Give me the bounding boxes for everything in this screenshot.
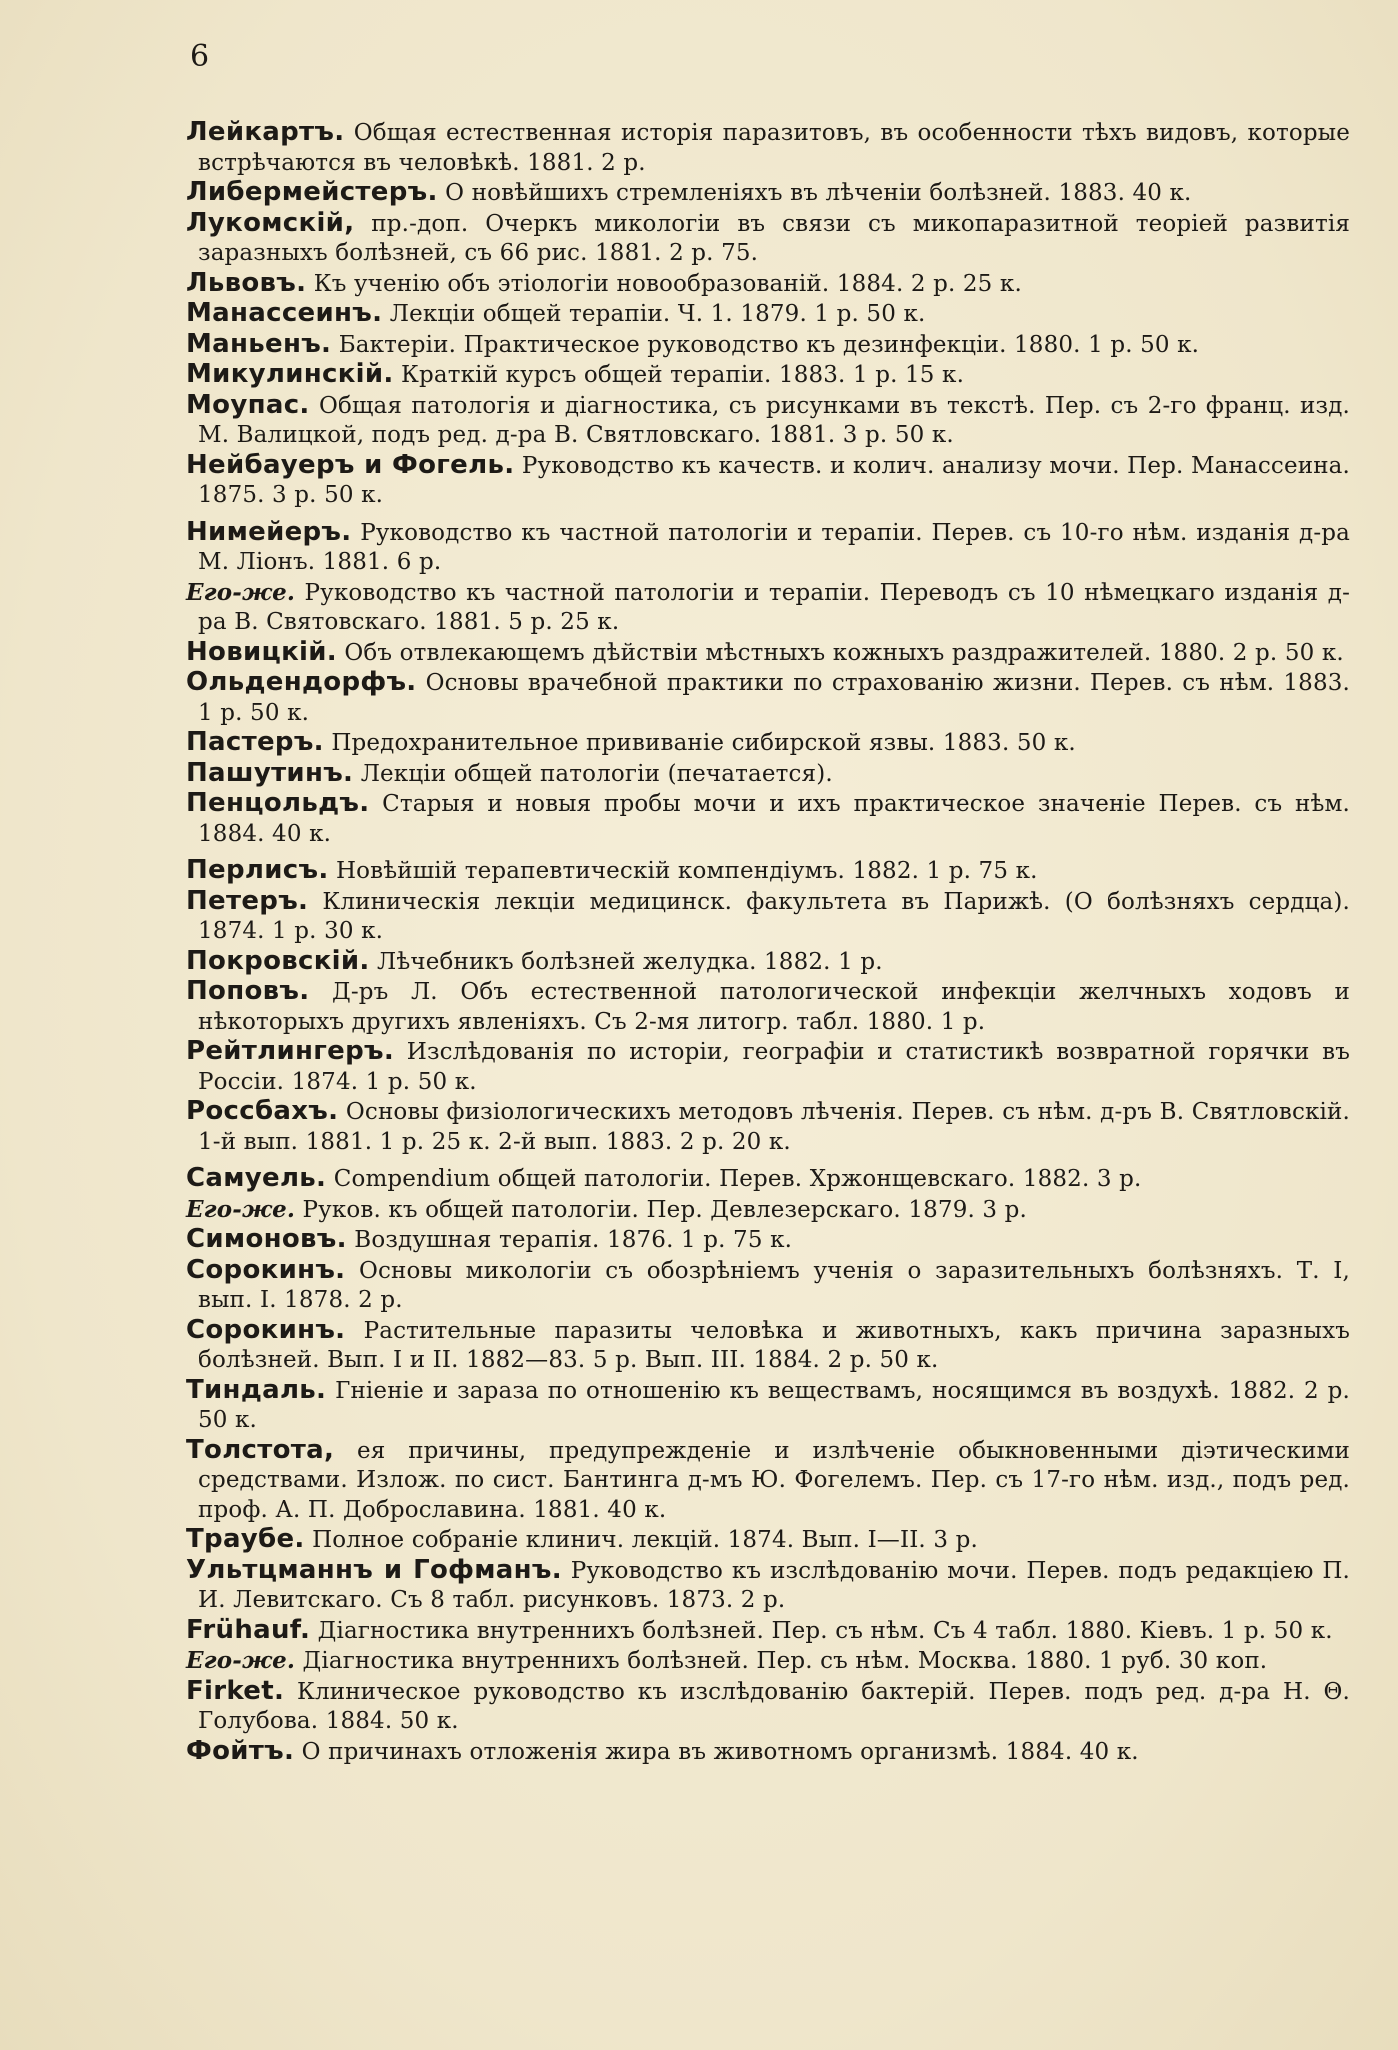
bibliography-entry [186, 1737, 1350, 1768]
entry-author: Сорокинъ. [186, 1314, 346, 1345]
bibliography-entry [186, 1097, 1350, 1157]
bibliography-entry [186, 209, 1350, 269]
entry-author: Моупас. [186, 389, 310, 420]
entry-description: Руков. къ общей патологіи. Пер. Девлезерскаго. 1879. 3 р. [302, 1196, 1027, 1223]
bibliography-entry [186, 947, 1350, 978]
bibliography-entry [186, 269, 1350, 300]
bibliography-entry [186, 1316, 1350, 1376]
entry-description: Полное собраніе клинич. лекцій. 1874. Вып. I—II. 3 р. [312, 1527, 978, 1553]
bibliography-entry [186, 178, 1350, 209]
entry-author: Покровскій. [186, 945, 370, 976]
bibliography-entry [186, 1256, 1350, 1316]
entry-author: Лейкартъ. [186, 117, 345, 147]
entry-author: Новицкій. [186, 636, 337, 667]
entry-author: Либермейстеръ. [186, 177, 438, 207]
bibliography-entry [186, 451, 1350, 511]
entry-author: Ольдендорфъ. [186, 667, 417, 697]
entry-author: Frühauf. [186, 1614, 311, 1645]
entry-author: Толстота, [186, 1434, 335, 1465]
entry-description: Воздушная терапія. 1876. 1 р. 75 к. [354, 1227, 793, 1253]
entry-author: Траубе. [186, 1524, 305, 1554]
bibliography-entry [186, 856, 1350, 887]
entry-description: ея причины, предупрежденіе и излѣченіе обыкновенными діэтическими средствами. Излож. по сист. Бантинга д-мъ Ю. Фогелемъ. Пер. съ 17-го нѣм. изд., подъ ред. проф. А. П. Доброславина. 1881. 40 к. [198, 1437, 1350, 1523]
bibliography-entry [186, 977, 1350, 1037]
entry-description: Предохранительное прививаніе сибирской язвы. 1883. 50 к. [331, 730, 1076, 756]
entry-description: Діагностика внутреннихъ болѣзней. Пер. съ нѣм. Съ 4 табл. 1880. Кіевъ. 1 р. 50 к. [317, 1617, 1333, 1644]
entry-description: Клиническое руководство къ изслѣдованію бактерій. Перев. подъ ред. д-ра Н. Θ. Голубова. 1884. 50 к. [198, 1678, 1350, 1734]
entry-author: Нимейеръ. [186, 516, 352, 547]
entry-author: Пашутинъ. [186, 757, 354, 788]
entry-description: Изслѣдованія по исторіи, географіи и статистикѣ возвратной горячки въ Россіи. 1874. 1 р. 50 к. [198, 1039, 1350, 1095]
bibliography-entry [186, 668, 1350, 728]
bibliography-entry [186, 1677, 1350, 1737]
ditto-author: Его-же. [186, 1195, 296, 1223]
bibliography-entry [186, 1195, 1350, 1226]
bibliography-entry [186, 1225, 1350, 1256]
ditto-author: Его-же. [186, 1647, 296, 1674]
entry-author: Маньенъ. [186, 328, 332, 359]
entry-description: Діагностика внутреннихъ болѣзней. Пер. съ нѣм. Москва. 1880. 1 руб. 30 коп. [302, 1648, 1268, 1674]
entry-author: Поповъ. [186, 976, 310, 1006]
entry-author: Фойтъ. [186, 1735, 295, 1766]
entry-description: пр.-доп. Очеркъ микологіи въ связи съ микопаразитной теоріей развитія заразныхъ болѣзней, съ 66 рис. 1881. 2 р. 75. [198, 210, 1350, 266]
entry-description: Новѣйшій терапевтическій компендіумъ. 1882. 1 р. 75 к. [335, 858, 1038, 884]
entry-author: Нейбауеръ и Фогель. [186, 449, 515, 480]
page-number: 6 [190, 39, 210, 74]
entry-author: Петеръ. [186, 885, 309, 916]
entry-description: Д-ръ Л. Объ естественной патологической инфекціи желчныхъ ходовъ и нѣкоторыхъ другихъ явленіяхъ. Съ 2-мя литогр. табл. 1880. 1 р. [198, 979, 1350, 1035]
entry-author: Ультцманнъ и Гофманъ. [186, 1554, 562, 1585]
entry-author: Россбахъ. [186, 1096, 339, 1126]
entry-author: Перлисъ. [186, 855, 329, 885]
bibliography-entry [186, 1376, 1350, 1436]
bibliography-entry [186, 1616, 1350, 1647]
entry-description: Краткій курсъ общей терапіи. 1883. 1 р. 15 к. [401, 362, 965, 388]
entry-author: Симоновъ. [186, 1224, 347, 1254]
entry-description: Общая патологія и діагностика, съ рисунками въ текстѣ. Пер. съ 2-го франц. изд. М. Валицкой, подъ ред. д-ра В. Святловскаго. 1881. 3 р. 50 к. [198, 392, 1350, 448]
entry-author: Лукомскій, [186, 207, 355, 238]
entry-description: Руководство къ качеств. и колич. анализу мочи. Пер. Манассеина. 1875. 3 р. 50 к. [198, 452, 1350, 508]
entry-description: Руководство къ частной патологіи и терапіи. Перев. съ 10-го нѣм. изданія д-ра М. Ліонъ. 1881. 6 р. [198, 519, 1350, 575]
bibliography-entry [186, 1037, 1350, 1097]
entry-description: Растительные паразиты человѣка и животныхъ, какъ причина заразныхъ болѣзней. Вып. I и II. 1882—83. 5 р. Вып. III. 1884. 2 р. 50 к. [198, 1317, 1350, 1373]
entry-description: Объ отвлекающемъ дѣйствіи мѣстныхъ кожныхъ раздражителей. 1880. 2 р. 50 к. [344, 639, 1344, 666]
entry-description: Лѣчебникъ болѣзней желудка. 1882. 1 р. [377, 948, 883, 975]
bibliography-entry [186, 330, 1350, 361]
entry-author: Сорокинъ. [186, 1254, 346, 1285]
bibliography-entry [186, 1556, 1350, 1616]
entry-description: Къ ученію объ этіологіи новообразованій. 1884. 2 р. 25 к. [313, 270, 1022, 297]
entry-author: Тиндаль. [186, 1374, 327, 1405]
bibliography-entry [186, 1436, 1350, 1526]
bibliography-entry [186, 789, 1350, 849]
entry-author: Рейтлингеръ. [186, 1036, 395, 1066]
entry-description: Основы физіологическихъ методовъ лѣченія. Перев. съ нѣм. д-ръ В. Святловскій. 1-й вып. 1881. 1 р. 25 к. 2-й вып. 1883. 2 р. 20 к. [198, 1099, 1350, 1155]
entry-description: Руководство къ частной патологіи и терапіи. Переводъ съ 10 нѣмецкаго изданія д-ра В. Святовскаго. 1881. 5 р. 25 к. [198, 579, 1350, 635]
entry-description: Основы микологіи съ обозрѣніемъ ученія о заразительныхъ болѣзняхъ. Т. I, вып. I. 1878. 2 р. [198, 1257, 1350, 1313]
bibliography-entry [186, 1164, 1350, 1195]
entry-description: Общая естественная исторія паразитовъ, въ особенности тѣхъ видовъ, которые встрѣчаются въ человѣкѣ. 1881. 2 р. [198, 120, 1351, 176]
entry-description: Бактеріи. Практическое руководство къ дезинфекціи. 1880. 1 р. 50 к. [338, 331, 1200, 358]
entry-author: Манассеинъ. [186, 298, 383, 328]
entry-description: Лекціи общей патологіи (печатается). [360, 760, 833, 787]
entry-author: Самуель. [186, 1163, 327, 1193]
entry-description: Старыя и новыя пробы мочи и ихъ практическое значеніе Перев. съ нѣм. 1884. 40 к. [198, 791, 1350, 847]
bibliography-entry [186, 118, 1350, 178]
ditto-author: Его-же. [186, 578, 296, 606]
bibliography-entry [186, 638, 1350, 669]
bibliography-entry [186, 518, 1350, 578]
entry-description: Клиническія лекціи медицинск. факультета въ Парижѣ. (О болѣзняхъ сердца). 1874. 1 р. 30 к. [198, 888, 1350, 944]
bibliography-entry [186, 1646, 1350, 1677]
entry-author: Микулинскій. [186, 359, 394, 389]
entry-description: Руководство къ изслѣдованію мочи. Перев. подъ редакціею П. И. Левитскаго. Съ 8 табл. рисунковъ. 1873. 2 р. [198, 1557, 1350, 1613]
entry-description: Compendium общей патологіи. Перев. Хржонщевскаго. 1882. 3 р. [333, 1166, 1142, 1192]
entry-description: О причинахъ отложенія жира въ животномъ организмѣ. 1884. 40 к. [301, 1738, 1139, 1765]
entry-description: О новѣйшихъ стремленіяхъ въ лѣченіи болѣзней. 1883. 40 к. [445, 180, 1192, 206]
bibliography-entry [186, 728, 1350, 759]
entry-author: Пенцольдъ. [186, 788, 370, 818]
bibliography-entry [186, 299, 1350, 330]
bibliography-entry [186, 578, 1350, 638]
bibliography-entry [186, 391, 1350, 451]
bibliography-entry [186, 1525, 1350, 1556]
entry-author: Пастеръ. [186, 727, 324, 757]
entry-author: Firket. [186, 1675, 285, 1706]
bibliography-entry [186, 887, 1350, 947]
bibliography-list [186, 118, 1350, 1767]
bibliography-entry [186, 759, 1350, 790]
entry-description: Лекціи общей терапіи. Ч. 1. 1879. 1 р. 50 к. [389, 301, 926, 327]
entry-description: Основы врачебной практики по страхованію жизни. Перев. съ нѣм. 1883. 1 р. 50 к. [198, 670, 1350, 726]
entry-description: Гніеніе и зараза по отношенію къ веществамъ, носящимся въ воздухѣ. 1882. 2 р. 50 к. [198, 1377, 1350, 1433]
entry-author: Львовъ. [186, 267, 307, 298]
bibliography-entry [186, 360, 1350, 391]
